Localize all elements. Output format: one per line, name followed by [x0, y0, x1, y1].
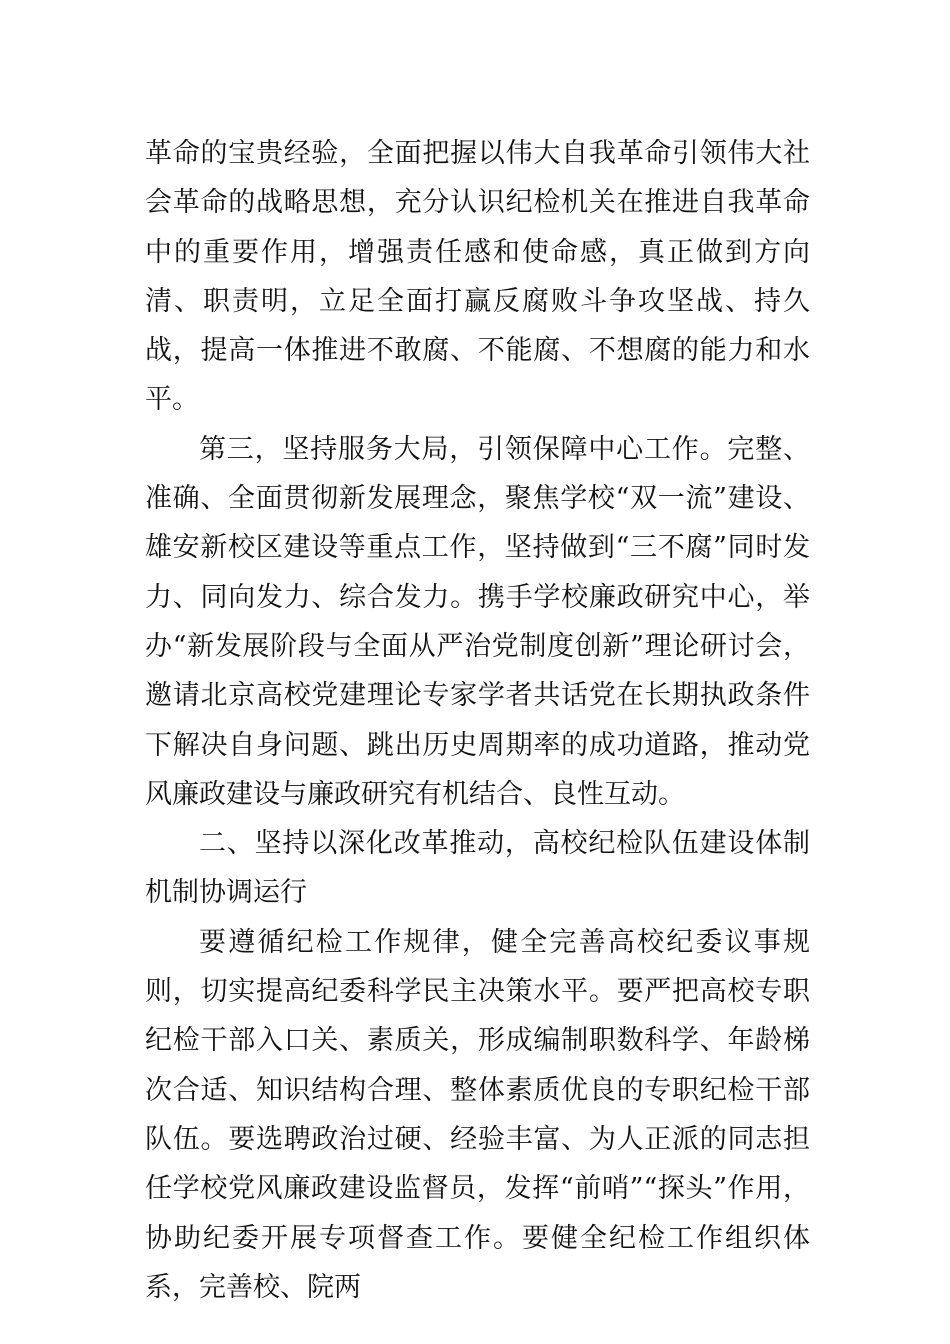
paragraph-continued: 革命的宝贵经验，全面把握以伟大自我革命引领伟大社会革命的战略思想，充分认识纪检机关在推进自我革命中的重要作用，增强责任感和使命感，真正做到方向清、职责明，立足全面打赢反腐败斗争攻坚战、持久战，提高一体推进不敢腐、不能腐、不想腐的能力和水平。: [145, 138, 810, 416]
paragraph-third-point: 第三，坚持服务大局，引领保障中心工作。完整、准确、全面贯彻新发展理念，聚焦学校“双一流”建设、雄安新校区建设等重点工作，坚持做到“三不腐”同时发力、同向发力、综合发力。携手学校廉政研究中心，举办“新发展阶段与全面从严治党制度创新”理论研讨会，邀请北京高校党建理论专家学者共话党在长期执政条件下解决自身问题、跳出历史周期率的成功道路，推动党风廉政建设与廉政研究有机结合、良性互动。: [145, 433, 810, 810]
paragraph-discipline-team: 要遵循纪检工作规律，健全完善高校纪委议事规则，切实提高纪委科学民主决策水平。要严把高校专职纪检干部入口关、素质关，形成编制职数科学、年龄梯次合适、知识结构合理、整体素质优良的专职纪检干部队伍。要选聘政治过硬、经验丰富、为人正派的同志担任学校党风廉政建设监督员，发挥“前哨”“探头”作用，协助纪委开展专项督查工作。要健全纪检工作组织体系，完善校、院两: [145, 926, 810, 1303]
document-body: [145, 129, 810, 1312]
section-heading-two: 二、坚持以深化改革推动，高校纪检队伍建设体制机制协调运行: [145, 828, 810, 909]
